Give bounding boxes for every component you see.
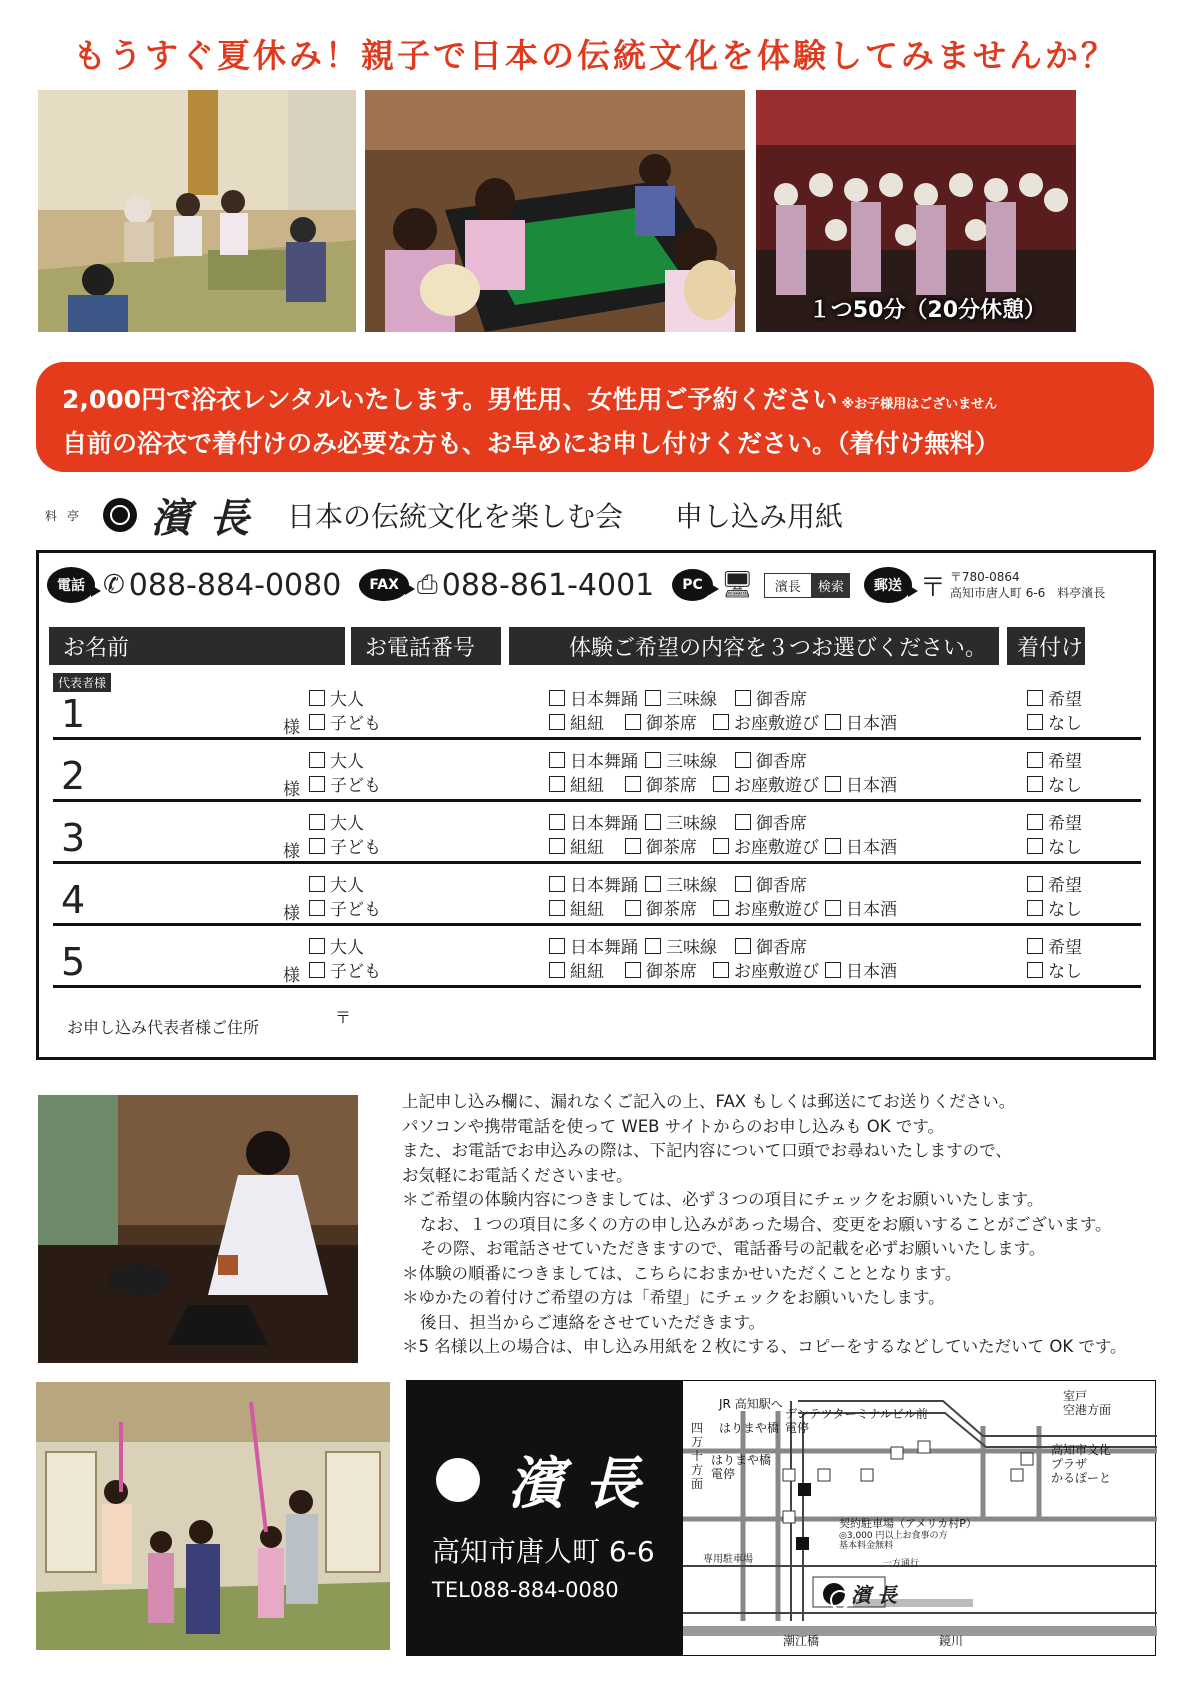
banner-note: ※お子様用はございません [841,397,998,412]
checkbox-activity[interactable]: 日本舞踊 [549,871,638,896]
checkbox-kitsuke-yes[interactable]: 希望 [1027,685,1082,710]
application-form [36,550,1156,1060]
map-oneway: 一方通行 [883,1559,920,1569]
map-muroto: 室戸 空港方面 [1063,1389,1112,1417]
note-line: ＊5 名様以上の場合は、申し込み用紙を２枚にする、コピーをするなどしていただいて OK です。 [402,1337,1127,1356]
row-number: 1 [61,692,86,736]
contact-bar [47,561,1145,609]
footer-brand: 濱長 [508,1451,660,1517]
checkbox-activity[interactable]: 御香席 [735,747,807,772]
checkbox-activity[interactable]: 御茶席 [625,895,697,920]
form-label: 申し込み用紙 [675,500,844,533]
checkbox-kitsuke-no[interactable]: なし [1027,957,1082,982]
checkbox-activity[interactable]: 日本舞踊 [549,809,638,834]
honorific: 様 [283,842,300,862]
address-postal[interactable]: 〒 [335,1008,352,1027]
footer-address: 高知市唐人町 6-6 [432,1535,655,1568]
checkbox-activity[interactable]: お座敷遊び [713,709,819,734]
form-title [45,490,895,540]
checkbox-adult[interactable]: 大人 [309,747,364,772]
checkbox-activity[interactable]: 御茶席 [625,771,697,796]
checkbox-activity[interactable]: 日本酒 [825,895,897,920]
banner-line2: 自前の浴衣で着付けのみ必要な方も、お早めにお申し付けください。（着付け無料） [62,429,1000,458]
header-name: お名前 [49,627,345,665]
checkbox-activity[interactable]: 日本舞踊 [549,747,638,772]
photo-dance [36,1382,390,1650]
honorific: 様 [283,780,300,800]
form-row [53,737,1141,802]
form-row [53,799,1141,864]
form-row [53,675,1141,740]
map-brand: 濱長 [851,1583,903,1607]
map-culture: 高知市文化 プラザ かるぽーと [1051,1443,1112,1485]
honorific: 様 [283,904,300,924]
checkbox-activity[interactable]: 御香席 [735,871,807,896]
checkbox-kitsuke-yes[interactable]: 希望 [1027,747,1082,772]
family-crest-icon [436,1458,480,1502]
note-line: お気軽にお電話くださいませ。 [402,1165,633,1185]
checkbox-adult[interactable]: 大人 [309,685,364,710]
postal-code: 〒780-0864 [949,570,1020,584]
photo-party-table [365,90,745,332]
note-line: 上記申し込み欄に、漏れなくご記入の上、FAX もしくは郵送にてお送りください。 [402,1092,1016,1111]
yukata-banner [36,362,1154,472]
checkbox-kitsuke-yes[interactable]: 希望 [1027,809,1082,834]
notes [402,1090,1172,1360]
checkbox-adult[interactable]: 大人 [309,871,364,896]
photo-group-masks [756,90,1076,332]
note-line: ＊ゆかたの着付けご希望の方は「希望」にチェックをお願いいたします。 [402,1288,945,1307]
checkbox-activity[interactable]: 御香席 [735,933,807,958]
checkbox-activity[interactable]: 組紐 [549,833,604,858]
checkbox-activity[interactable]: 組紐 [549,709,604,734]
note-line: ＊体験の順番につきましては、こちらにおまかせいただくこととなります。 [402,1263,962,1283]
banner-line1: 2,000円で浴衣レンタルいたします。男性用、女性用ご予約ください [62,385,838,414]
phone-icon: ✆ [103,570,125,600]
map-harimaya2: はりまや橋 電停 [711,1453,772,1481]
map-kagamigawa: 鏡川 [939,1634,964,1648]
checkbox-activity[interactable]: 三味線 [645,685,717,710]
note-line: ＊ご希望の体験内容につきましては、必ず３つの項目にチェックをお願いいたします。 [402,1190,1044,1209]
checkbox-activity[interactable]: お座敷遊び [713,895,819,920]
checkbox-activity[interactable]: 御茶席 [625,709,697,734]
header-kitsuke: 着付け [1007,627,1085,665]
tel-label: 電話 [47,567,95,603]
search-button[interactable]: 検索 [812,573,850,598]
row-number: 3 [61,816,86,860]
photo-tea-ceremony [38,1095,358,1363]
postal-mark-icon: 〒 [919,572,946,603]
checkbox-activity[interactable]: 三味線 [645,747,717,772]
checkbox-activity[interactable]: お座敷遊び [713,833,819,858]
checkbox-kitsuke-yes[interactable]: 希望 [1027,933,1082,958]
note-line: その際、お電話させていただきますので、電話番号の記載を必ずお願いいたします。 [420,1239,1046,1258]
checkbox-child[interactable]: 子ども [309,771,381,796]
checkbox-child[interactable]: 子ども [309,709,381,734]
note-line: なお、１つの項目に多くの方の申し込みがあった場合、変更をお願いすることがございます。 [420,1214,1112,1234]
footer-brand-box [406,1380,682,1656]
checkbox-activity[interactable]: お座敷遊び [713,771,819,796]
checkbox-activity[interactable]: 三味線 [645,871,717,896]
map-shiobashi: 潮江橋 [783,1634,820,1648]
checkbox-adult[interactable]: 大人 [309,809,364,834]
family-crest-icon [103,498,137,532]
note-line: パソコンや携帯電話を使って WEB サイトからのお申し込みも OK です。 [402,1116,945,1136]
form-row [53,923,1141,988]
map-terminal-stop: 電停 [785,1421,810,1435]
row-number: 5 [61,940,86,984]
pc-label: PC [672,569,713,601]
checkbox-activity[interactable]: 三味線 [645,933,717,958]
representative-badge: 代表者様 [53,673,111,692]
honorific: 様 [283,966,300,986]
checkbox-activity[interactable]: 日本舞踊 [549,685,638,710]
fax-icon: ⎙ [416,569,438,600]
map-parking: 契約駐車場（アメリカ村P） [839,1517,977,1530]
checkbox-adult[interactable]: 大人 [309,933,364,958]
checkbox-activity[interactable]: 日本酒 [825,709,897,734]
footer-tel[interactable]: TEL088-884-0080 [432,1578,619,1602]
fax-label: FAX [359,569,409,601]
note-line: 後日、担当からご連絡をさせていただきます。 [420,1312,766,1332]
row-number: 4 [61,878,86,922]
brand-name: 濱長 [151,494,268,542]
checkbox-child[interactable]: 子ども [309,957,381,982]
header-phone: お電話番号 [351,627,501,665]
form-row [53,861,1141,926]
row-number: 2 [61,754,86,798]
map-harimaya1: はりまや橋 [719,1421,780,1435]
checkbox-kitsuke-no[interactable]: なし [1027,709,1082,734]
checkbox-activity[interactable]: 組紐 [549,895,604,920]
checkbox-activity[interactable]: 三味線 [645,809,717,834]
headline: もうすぐ夏休み！親子で日本の伝統文化を体験してみませんか？ [73,36,1117,75]
ryotei-label: 料亭 [45,508,90,523]
map-terminal: デンテツターミナルビル前 [785,1407,928,1421]
checkbox-kitsuke-no[interactable]: なし [1027,833,1082,858]
map-shimanto: 四万十方面 [691,1421,704,1491]
checkbox-activity[interactable]: 日本酒 [825,771,897,796]
photo-caption: １つ50分（20分休憩） [808,298,1046,323]
photo-tatami-room [38,90,356,332]
checkbox-activity[interactable]: お座敷遊び [713,957,819,982]
checkbox-activity[interactable]: 御香席 [735,685,807,710]
fax-number[interactable]: 088-861-4001 [441,567,655,603]
event-title: 日本の伝統文化を楽しむ会 [287,500,624,533]
family-crest-icon [823,1583,845,1605]
checkbox-activity[interactable]: 御茶席 [625,957,697,982]
map-parking-note: ◎3,000 円以上お食事の方 基本料金無料 [839,1531,948,1551]
address-label: お申し込み代表者様ご住所 [67,1018,260,1037]
honorific: 様 [283,718,300,738]
checkbox-kitsuke-no[interactable]: なし [1027,771,1082,796]
map-brand-marker [823,1579,903,1608]
checkbox-kitsuke-no[interactable]: なし [1027,895,1082,920]
monitor-icon: 🖥 [720,570,754,600]
checkbox-child[interactable]: 子ども [309,895,381,920]
search-input[interactable]: 濱長 [764,573,812,598]
header-choice: 体験ご希望の内容を３つお選びください。 [509,627,999,665]
checkbox-activity[interactable]: 組紐 [549,957,604,982]
checkbox-activity[interactable]: 日本舞踊 [549,933,638,958]
checkbox-activity[interactable]: 日本酒 [825,833,897,858]
access-map [682,1380,1156,1656]
address-text: 高知市唐人町 6-6 料亭濱長 [949,586,1106,600]
checkbox-activity[interactable]: 御香席 [735,809,807,834]
checkbox-activity[interactable]: 御茶席 [625,833,697,858]
note-line: また、お電話でお申込みの際は、下記内容について口頭でお尋ねいたしますので、 [402,1141,1012,1160]
checkbox-kitsuke-yes[interactable]: 希望 [1027,871,1082,896]
tel-number[interactable]: 088-884-0080 [128,567,342,603]
map-own-parking: 専用駐車場 [703,1554,753,1565]
checkbox-child[interactable]: 子ども [309,833,381,858]
map-jr: JR 高知駅へ [719,1397,783,1411]
checkbox-activity[interactable]: 組紐 [549,771,604,796]
mail-address [950,569,1105,601]
mail-label: 郵送 [864,567,912,603]
checkbox-activity[interactable]: 日本酒 [825,957,897,982]
